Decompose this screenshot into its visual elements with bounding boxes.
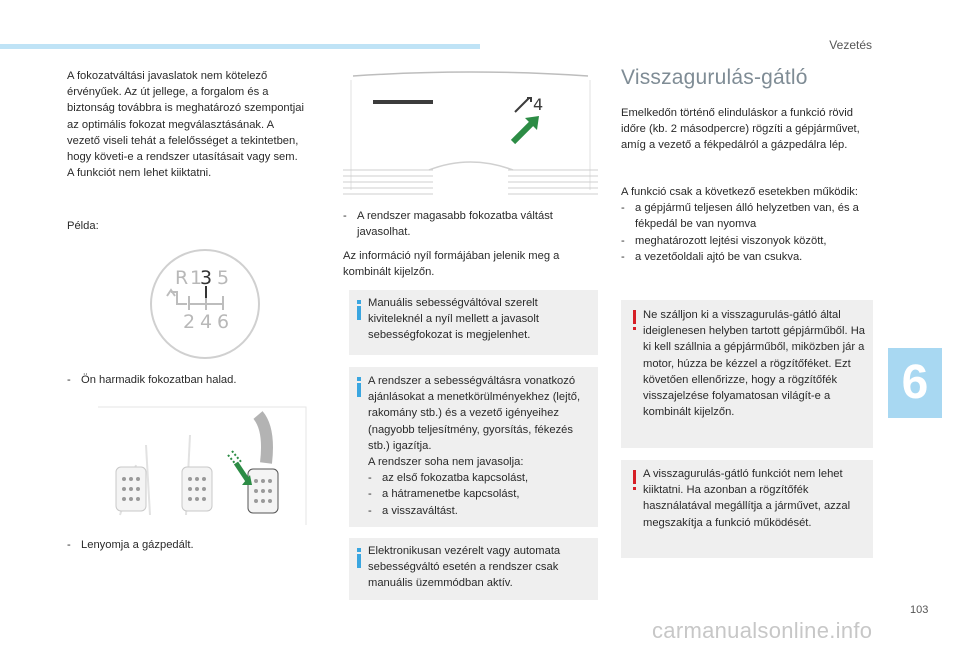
intro-paragraph: A fokozatváltási javaslatok nem kötelező érvényűek. Az út jellege, a forgalom és a biztonság továbbra is meghatározó szempontjai az optimális fokozat megválasztásának. A vezető viseli tehát a felelősséget a tekintetben, hogy követi-e a rendszer utasításait vagy sem. A funkciót nem lehet kiiktatni. — [67, 70, 304, 180]
gear-label-6: 6 — [217, 311, 230, 333]
list-item: - a visszaváltást. — [368, 503, 590, 519]
display-gear-value: 4 — [533, 95, 544, 114]
info-icon — [357, 306, 361, 320]
gear-label-2: 2 — [183, 311, 196, 333]
info-note-box: Elektronikusan vezérelt vagy automata sebességváltó esetén a rendszer csak manuális üzemmódban aktív. — [349, 538, 598, 600]
gear-label-r: R — [175, 267, 189, 289]
warning-icon — [633, 310, 636, 324]
page-number: 103 — [910, 604, 929, 616]
info-paragraph: Az információ nyíl formájában jelenik meg a kombinált kijelzőn. — [343, 250, 560, 279]
note-list — [368, 470, 590, 519]
section-heading: Visszagurulás-gátló — [621, 66, 808, 89]
warning-icon — [633, 470, 636, 484]
info-icon — [357, 554, 361, 568]
list-item: - a gépjármű teljesen álló helyzetben van, és a fékpedál be van nyomva — [621, 200, 873, 232]
pedals-illustration — [98, 405, 308, 527]
info-note-box: Manuális sebességváltóval szerelt kiviteleknél a nyíl mellett a javasolt sebességfokozat is megjelenhet. — [349, 290, 598, 355]
paragraph: Emelkedőn történő elinduláskor a funkció rövid időre (kb. 2 másodpercre) rögzíti a gépjárművet, amíg a vezető a fékpedálról a gázpedálra lép. — [621, 107, 860, 152]
list-item: - a hátramenetbe kapcsolást, — [368, 486, 590, 502]
gear-label-3: 3 — [200, 267, 213, 289]
warning-note-box: A visszagurulás-gátló funkciót nem lehet kiiktatni. Ha azonban a rögzítőfék használatával megállítja a járművet, azzal megszakítja a funkció működését. — [621, 460, 873, 558]
list-item: - a vezetőoldali ajtó be van csukva. — [621, 249, 873, 265]
info-note-box: A rendszer a sebességváltásra vonatkozó ajánlásokat a menetkörülményekhez (lejtő, rakomány stb.) és a vezető igényeihez (nagyobb teljesítmény, gyorsítás, fékezés stb.) igazítja. A rendszer soha nem javasolja: - az első fokozatba kapcsolást, - a hátramenetbe kapcsolást, - a visszaváltást. — [349, 367, 598, 527]
example-label: Példa: — [67, 220, 99, 232]
step-list-3 — [343, 208, 593, 240]
watermark: carmanualsonline.info — [652, 618, 873, 643]
list-item: - Ön harmadik fokozatban halad. — [67, 372, 307, 388]
list-item: - Lenyomja a gázpedált. — [67, 537, 307, 553]
gear-label-5: 5 — [217, 267, 230, 289]
gear-knob-illustration — [149, 248, 261, 360]
header-accent-bar — [0, 44, 480, 49]
conditions-block: A funkció csak a következő esetekben működik: - a gépjármű teljesen álló helyzetben van, és a fékpedál be van nyomva - meghatározott lejtési viszonyok között, - a vezetőoldali ajtó be van csukva. — [621, 184, 873, 265]
info-icon — [357, 383, 361, 397]
list-item: - meghatározott lejtési viszonyok között, — [621, 233, 873, 249]
section-title: Vezetés — [829, 38, 872, 52]
gear-label-1: 1 — [190, 267, 203, 289]
instrument-display-illustration — [343, 70, 598, 200]
step-list-1 — [67, 372, 307, 388]
warning-note-box: Ne szálljon ki a visszagurulás-gátló által ideiglenesen helyben tartott gépjárműből. Ha ki kell szállnia a gépjárműből, miközben jár a motor, húzza be kézzel a rögzítőféket. Ezt követően ellenőrizze, hogy a rögzítőfék visszajelzése folyamatosan világít-e a kombinált kijelzőn. — [621, 300, 873, 448]
step-list-2 — [67, 537, 307, 553]
list-item: - A rendszer magasabb fokozatba váltást javasolhat. — [343, 208, 593, 240]
conditions-list — [621, 200, 873, 265]
gear-label-4: 4 — [200, 311, 213, 333]
list-item: - az első fokozatba kapcsolást, — [368, 470, 590, 486]
chapter-tab: 6 — [888, 348, 942, 418]
